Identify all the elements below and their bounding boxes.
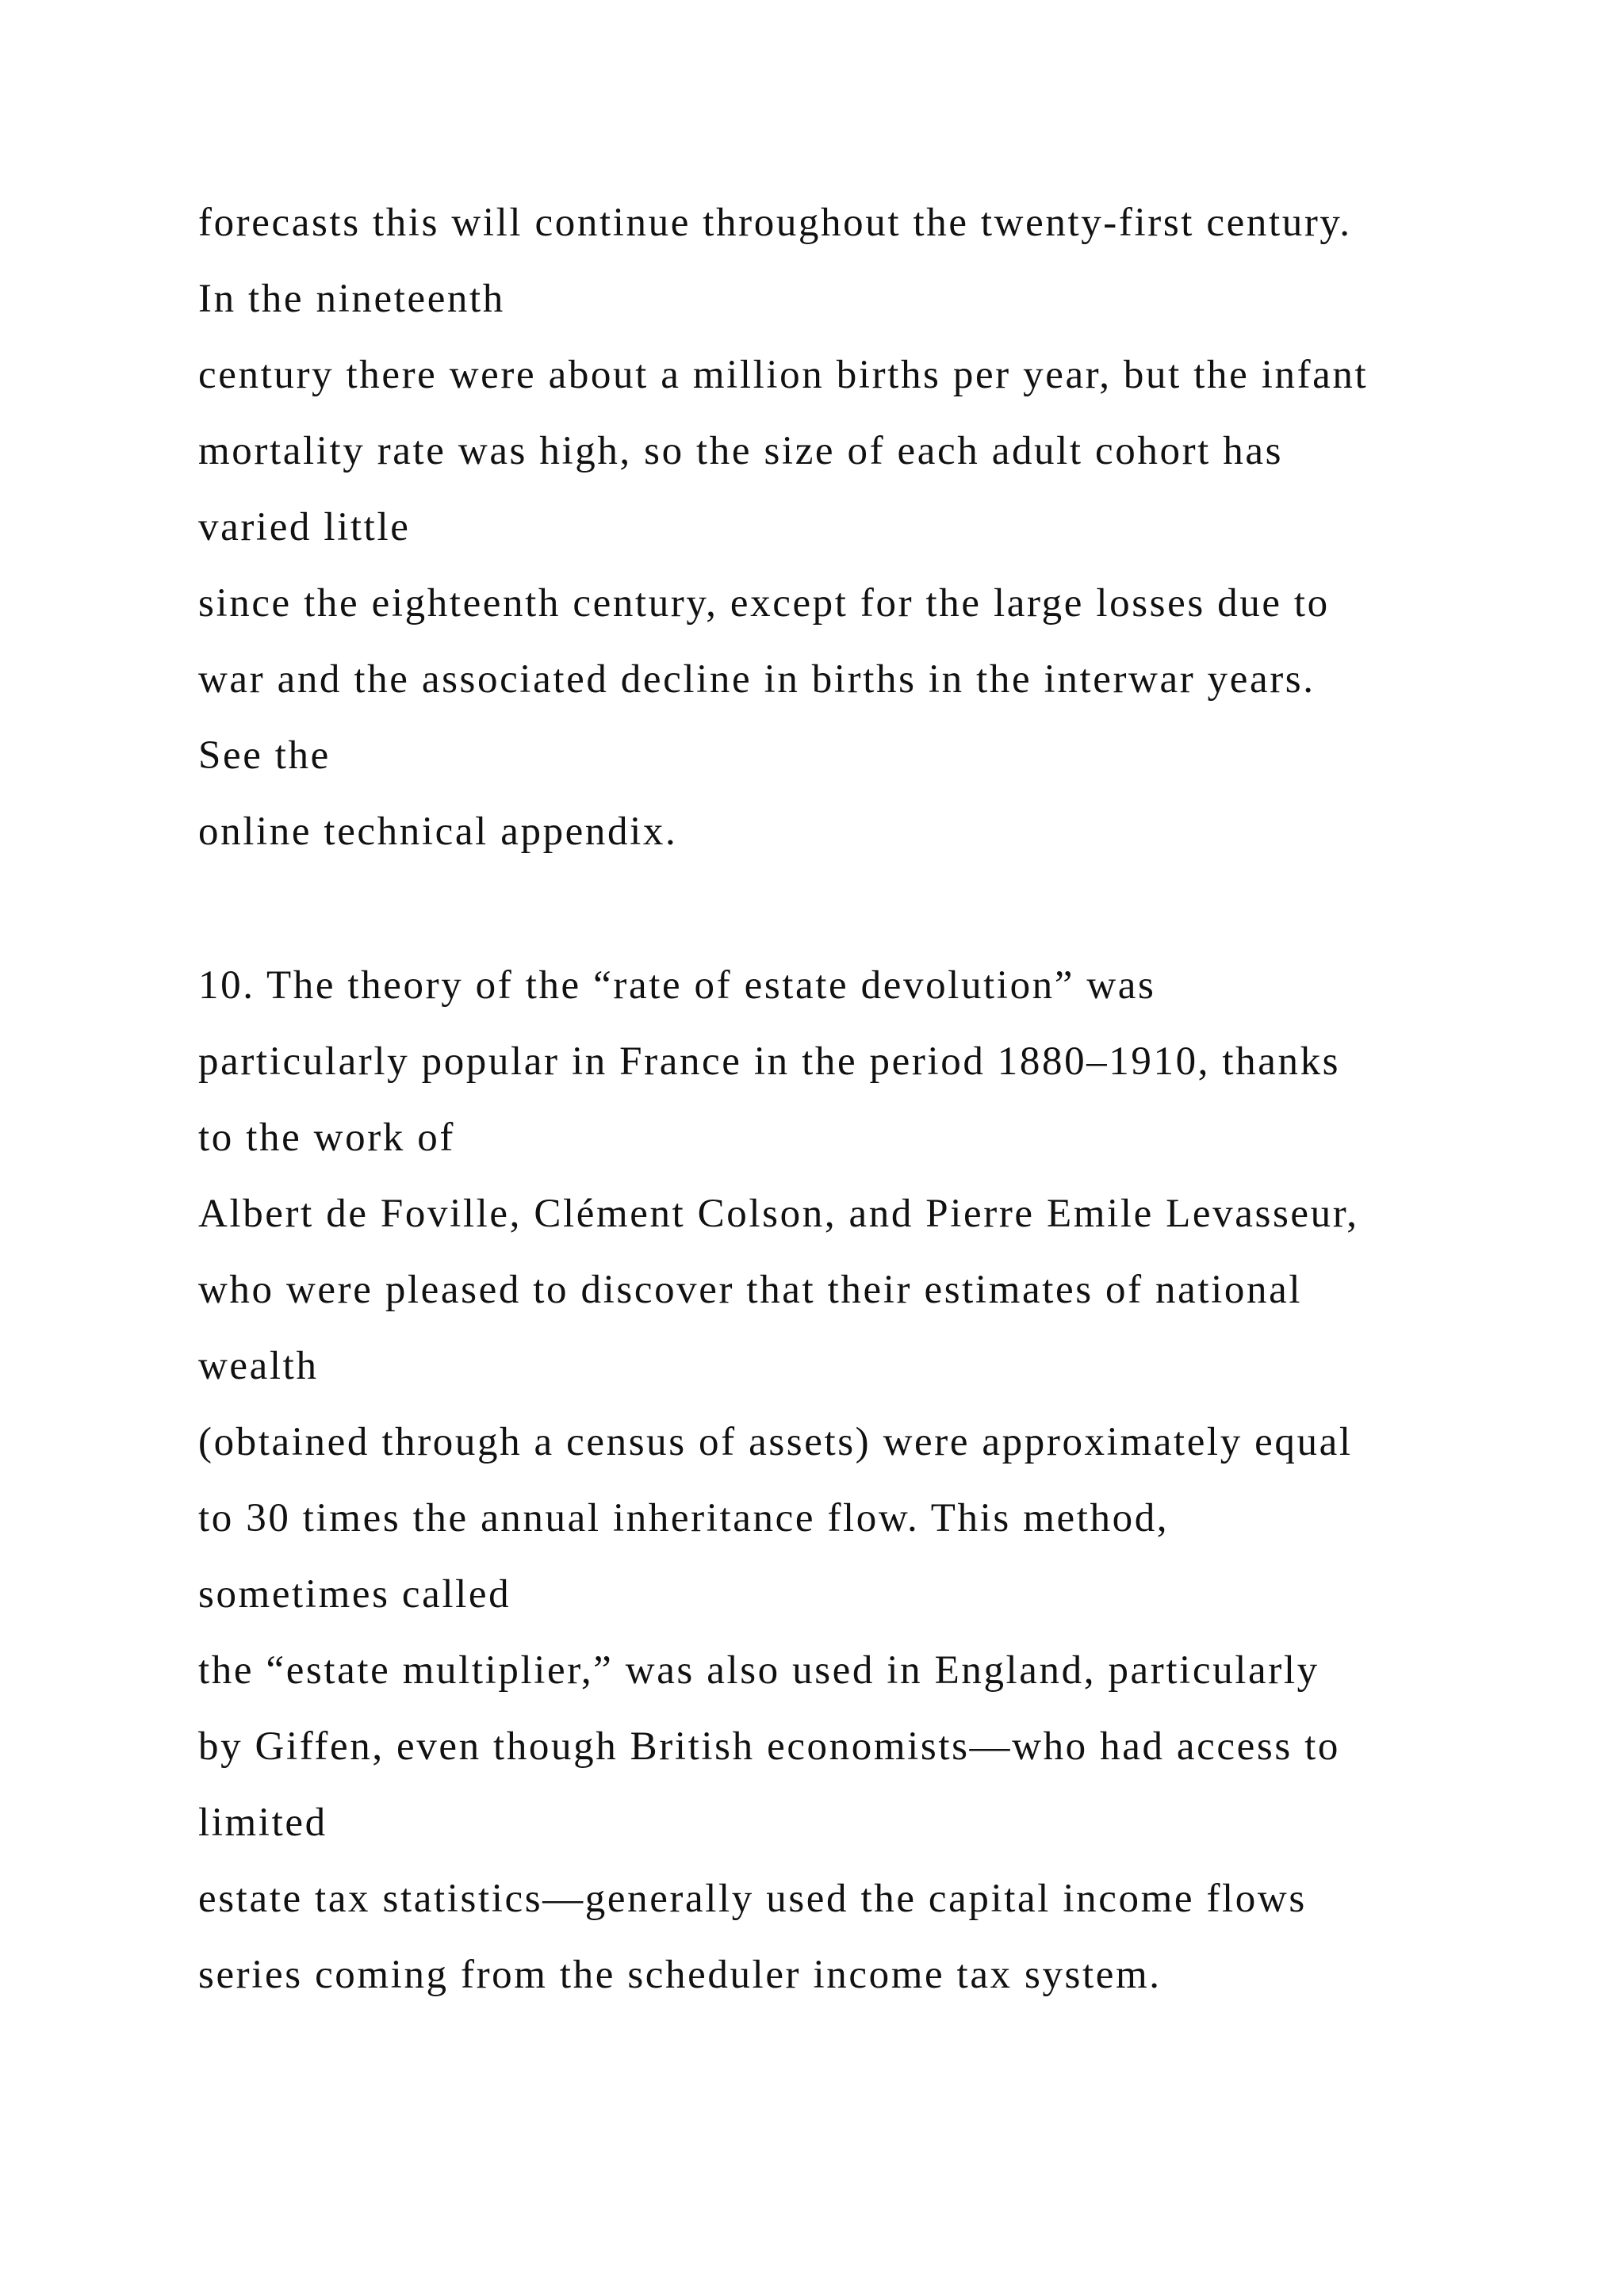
text-line: Albert de Foville, Clément Colson, and Pierre Emile Levasseur, bbox=[198, 1192, 1359, 1236]
text-line: particularly popular in France in the period 1880–1910, thanks bbox=[198, 1039, 1341, 1084]
text-line: limited bbox=[198, 1800, 327, 1845]
note-10-paragraph bbox=[198, 947, 1467, 2013]
note-paragraph-continuation bbox=[198, 185, 1467, 870]
text-line: forecasts this will continue throughout the twenty-first century. bbox=[198, 201, 1352, 245]
text-line: wealth bbox=[198, 1344, 319, 1388]
text-line: (obtained through a census of assets) were approximately equal bbox=[198, 1420, 1353, 1464]
text-line: mortality rate was high, so the size of each adult cohort has bbox=[198, 429, 1284, 473]
text-line: to the work of bbox=[198, 1115, 455, 1160]
text-line: series coming from the scheduler income tax system. bbox=[198, 1953, 1162, 1997]
text-line: who were pleased to discover that their estimates of national bbox=[198, 1268, 1303, 1312]
text-line: by Giffen, even though British economists—who had access to bbox=[198, 1724, 1340, 1769]
text-line: See the bbox=[198, 733, 331, 778]
text-line: online technical appendix. bbox=[198, 809, 678, 854]
text-line: war and the associated decline in births in the interwar years. bbox=[198, 657, 1316, 702]
text-line: the “estate multiplier,” was also used in England, particularly bbox=[198, 1648, 1320, 1693]
text-line: estate tax statistics—generally used the capital income flows bbox=[198, 1877, 1307, 1921]
text-line: sometimes called bbox=[198, 1572, 511, 1617]
text-line: In the nineteenth bbox=[198, 277, 505, 321]
text-line: varied little bbox=[198, 505, 411, 549]
text-line: 10. The theory of the “rate of estate devolution” was bbox=[198, 963, 1156, 1008]
text-line: century there were about a million births per year, but the infant bbox=[198, 353, 1369, 397]
text-line: since the eighteenth century, except for the large losses due to bbox=[198, 581, 1330, 626]
text-line: to 30 times the annual inheritance flow. This method, bbox=[198, 1496, 1170, 1540]
